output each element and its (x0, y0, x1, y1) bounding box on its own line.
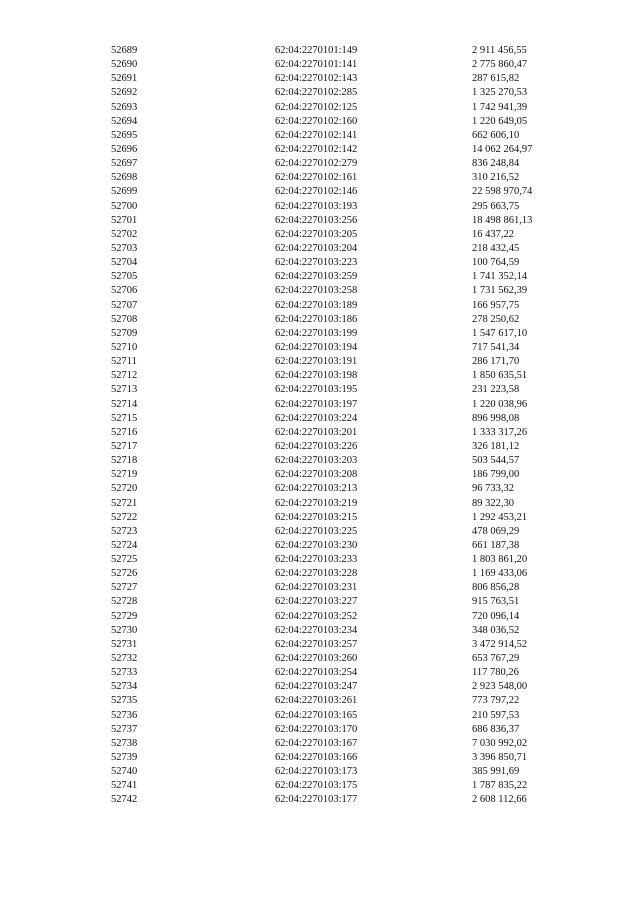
cadastral-number-cell: 62:04:2270102:161 (275, 172, 358, 184)
table-row (0, 723, 640, 737)
row-number-cell: 52721 (111, 497, 138, 509)
table-row (0, 256, 640, 270)
table-row (0, 511, 640, 525)
table-row (0, 694, 640, 708)
row-number-cell: 52713 (111, 384, 138, 396)
cadastral-number-cell: 62:04:2270103:167 (275, 737, 358, 749)
cadastral-number-cell: 62:04:2270102:146 (275, 186, 358, 198)
cadastral-number-cell: 62:04:2270103:193 (275, 200, 358, 212)
table-row (0, 341, 640, 355)
table-row (0, 553, 640, 567)
value-cell: 653 767,29 (472, 653, 520, 665)
cadastral-number-cell: 62:04:2270103:205 (275, 228, 358, 240)
cadastral-number-cell: 62:04:2270103:175 (275, 780, 358, 792)
row-number-cell: 52711 (111, 356, 137, 368)
value-cell: 295 663,75 (472, 200, 520, 212)
table-row (0, 779, 640, 793)
value-cell: 1 547 617,10 (472, 327, 528, 339)
value-cell: 186 799,00 (472, 469, 520, 481)
value-cell: 16 437,22 (472, 228, 514, 240)
table-row (0, 228, 640, 242)
value-cell: 2 608 112,66 (472, 794, 527, 806)
row-number-cell: 52728 (111, 596, 138, 608)
cadastral-number-cell: 62:04:2270103:170 (275, 723, 358, 735)
table-row (0, 737, 640, 751)
value-cell: 7 030 992,02 (472, 737, 528, 749)
value-cell: 662 606,10 (472, 129, 520, 141)
value-cell: 287 615,82 (472, 73, 520, 85)
table-row (0, 426, 640, 440)
cadastral-number-cell: 62:04:2270103:189 (275, 299, 358, 311)
cadastral-number-cell: 62:04:2270102:285 (275, 87, 358, 99)
value-cell: 1 731 562,39 (472, 285, 528, 297)
table-row (0, 270, 640, 284)
value-cell: 1 169 433,06 (472, 568, 528, 580)
cadastral-number-cell: 62:04:2270103:215 (275, 511, 358, 523)
value-cell: 117 780,26 (472, 667, 519, 679)
row-number-cell: 52725 (111, 554, 138, 566)
cadastral-number-cell: 62:04:2270103:252 (275, 610, 358, 622)
row-number-cell: 52708 (111, 313, 138, 325)
cadastral-number-cell: 62:04:2270103:260 (275, 653, 358, 665)
value-cell: 806 856,28 (472, 582, 520, 594)
row-number-cell: 52733 (111, 667, 138, 679)
table-row (0, 327, 640, 341)
value-cell: 2 923 548,00 (472, 681, 528, 693)
cadastral-number-cell: 62:04:2270103:186 (275, 313, 358, 325)
row-number-cell: 52695 (111, 129, 138, 141)
value-cell: 231 223,58 (472, 384, 520, 396)
cadastral-number-cell: 62:04:2270103:224 (275, 412, 358, 424)
row-number-cell: 52705 (111, 271, 138, 283)
row-number-cell: 52707 (111, 299, 138, 311)
value-cell: 22 598 970,74 (472, 186, 533, 198)
table-row (0, 666, 640, 680)
row-number-cell: 52692 (111, 87, 138, 99)
value-cell: 478 069,29 (472, 525, 520, 537)
cadastral-number-cell: 62:04:2270103:213 (275, 483, 358, 495)
cadastral-number-cell: 62:04:2270102:141 (275, 129, 358, 141)
value-cell: 915 763,51 (472, 596, 520, 608)
cadastral-number-cell: 62:04:2270103:198 (275, 370, 358, 382)
table-row (0, 567, 640, 581)
value-cell: 2 911 456,55 (472, 45, 527, 56)
cadastral-number-cell: 62:04:2270102:143 (275, 73, 358, 85)
row-number-cell: 52717 (111, 440, 138, 452)
cadastral-number-cell: 62:04:2270103:199 (275, 327, 358, 339)
table-row (0, 129, 640, 143)
value-cell: 1 803 861,20 (472, 554, 528, 566)
row-number-cell: 52718 (111, 455, 138, 467)
table-row (0, 284, 640, 298)
table-row (0, 539, 640, 553)
row-number-cell: 52724 (111, 539, 138, 551)
cadastral-number-cell: 62:04:2270103:259 (275, 271, 358, 283)
row-number-cell: 52742 (111, 794, 138, 806)
value-cell: 2 775 860,47 (472, 59, 528, 71)
cadastral-number-cell: 62:04:2270102:142 (275, 143, 358, 155)
cadastral-number-cell: 62:04:2270102:125 (275, 101, 358, 113)
table-row (0, 143, 640, 157)
row-number-cell: 52710 (111, 341, 138, 353)
row-number-cell: 52739 (111, 752, 138, 764)
row-number-cell: 52734 (111, 681, 138, 693)
row-number-cell: 52736 (111, 709, 138, 721)
cadastral-value-table (0, 44, 640, 808)
row-number-cell: 52715 (111, 412, 138, 424)
cadastral-number-cell: 62:04:2270103:223 (275, 257, 358, 269)
value-cell: 100 764,59 (472, 257, 520, 269)
cadastral-number-cell: 62:04:2270103:203 (275, 455, 358, 467)
row-number-cell: 52699 (111, 186, 138, 198)
row-number-cell: 52731 (111, 638, 138, 650)
value-cell: 286 171,70 (472, 356, 520, 368)
table-row (0, 765, 640, 779)
table-row (0, 185, 640, 199)
row-number-cell: 52720 (111, 483, 138, 495)
value-cell: 18 498 861,13 (472, 214, 533, 226)
value-cell: 773 797,22 (472, 695, 520, 707)
row-number-cell: 52703 (111, 242, 138, 254)
cadastral-number-cell: 62:04:2270103:261 (275, 695, 358, 707)
value-cell: 310 216,52 (472, 172, 520, 184)
row-number-cell: 52726 (111, 568, 138, 580)
cadastral-number-cell: 62:04:2270103:226 (275, 440, 358, 452)
cadastral-number-cell: 62:04:2270103:165 (275, 709, 358, 721)
row-number-cell: 52690 (111, 59, 138, 71)
row-number-cell: 52727 (111, 582, 138, 594)
cadastral-number-cell: 62:04:2270103:230 (275, 539, 358, 551)
cadastral-number-cell: 62:04:2270103:233 (275, 554, 358, 566)
table-row (0, 44, 640, 58)
row-number-cell: 52693 (111, 101, 138, 113)
table-row (0, 214, 640, 228)
cadastral-number-cell: 62:04:2270103:197 (275, 398, 358, 410)
table-row (0, 299, 640, 313)
table-row (0, 525, 640, 539)
cadastral-number-cell: 62:04:2270103:256 (275, 214, 358, 226)
value-cell: 326 181,12 (472, 440, 520, 452)
table-row (0, 468, 640, 482)
table-row (0, 624, 640, 638)
table-row (0, 638, 640, 652)
cadastral-number-cell: 62:04:2270101:149 (275, 45, 358, 56)
value-cell: 1 325 270,53 (472, 87, 528, 99)
cadastral-number-cell: 62:04:2270103:254 (275, 667, 358, 679)
table-row (0, 383, 640, 397)
row-number-cell: 52714 (111, 398, 138, 410)
table-row (0, 355, 640, 369)
cadastral-number-cell: 62:04:2270103:191 (275, 356, 358, 368)
row-number-cell: 52737 (111, 723, 138, 735)
table-row (0, 313, 640, 327)
value-cell: 1 850 635,51 (472, 370, 528, 382)
value-cell: 686 836,37 (472, 723, 520, 735)
cadastral-number-cell: 62:04:2270103:219 (275, 497, 358, 509)
cadastral-number-cell: 62:04:2270103:227 (275, 596, 358, 608)
value-cell: 218 432,45 (472, 242, 520, 254)
value-cell: 1 333 317,26 (472, 426, 528, 438)
row-number-cell: 52723 (111, 525, 138, 537)
cadastral-number-cell: 62:04:2270103:257 (275, 638, 358, 650)
table-row (0, 115, 640, 129)
value-cell: 896 998,08 (472, 412, 520, 424)
value-cell: 14 062 264,97 (472, 143, 533, 155)
value-cell: 278 250,62 (472, 313, 520, 325)
table-row (0, 454, 640, 468)
cadastral-number-cell: 62:04:2270103:234 (275, 624, 358, 636)
table-row (0, 497, 640, 511)
row-number-cell: 52719 (111, 469, 138, 481)
value-cell: 89 322,30 (472, 497, 514, 509)
row-number-cell: 52738 (111, 737, 138, 749)
cadastral-number-cell: 62:04:2270103:195 (275, 384, 358, 396)
cadastral-number-cell: 62:04:2270103:204 (275, 242, 358, 254)
table-row (0, 72, 640, 86)
cadastral-number-cell: 62:04:2270103:225 (275, 525, 358, 537)
table-row (0, 157, 640, 171)
value-cell: 166 957,75 (472, 299, 520, 311)
table-row (0, 595, 640, 609)
table-row (0, 482, 640, 496)
table-row (0, 242, 640, 256)
table-row (0, 709, 640, 723)
value-cell: 1 787 835,22 (472, 780, 528, 792)
value-cell: 720 096,14 (472, 610, 520, 622)
row-number-cell: 52701 (111, 214, 138, 226)
value-cell: 96 733,32 (472, 483, 514, 495)
row-number-cell: 52694 (111, 115, 138, 127)
row-number-cell: 52740 (111, 766, 138, 778)
table-row (0, 369, 640, 383)
row-number-cell: 52716 (111, 426, 138, 438)
value-cell: 503 544,57 (472, 455, 520, 467)
table-row (0, 171, 640, 185)
value-cell: 1 220 649,05 (472, 115, 528, 127)
value-cell: 1 742 941,39 (472, 101, 528, 113)
cadastral-number-cell: 62:04:2270103:231 (275, 582, 358, 594)
row-number-cell: 52691 (111, 73, 138, 85)
row-number-cell: 52735 (111, 695, 138, 707)
value-cell: 385 991,69 (472, 766, 520, 778)
cadastral-number-cell: 62:04:2270103:177 (275, 794, 358, 806)
value-cell: 348 036,52 (472, 624, 520, 636)
value-cell: 210 597,53 (472, 709, 520, 721)
table-row (0, 581, 640, 595)
table-row (0, 440, 640, 454)
cadastral-number-cell: 62:04:2270103:247 (275, 681, 358, 693)
row-number-cell: 52689 (111, 45, 138, 56)
table-row (0, 412, 640, 426)
cadastral-number-cell: 62:04:2270103:173 (275, 766, 358, 778)
value-cell: 717 541,34 (472, 341, 520, 353)
row-number-cell: 52722 (111, 511, 138, 523)
value-cell: 661 187,38 (472, 539, 520, 551)
table-row (0, 680, 640, 694)
row-number-cell: 52706 (111, 285, 138, 297)
table-row (0, 652, 640, 666)
row-number-cell: 52700 (111, 200, 138, 212)
row-number-cell: 52697 (111, 158, 138, 170)
value-cell: 1 220 038,96 (472, 398, 528, 410)
row-number-cell: 52712 (111, 370, 138, 382)
value-cell: 3 472 914,52 (472, 638, 528, 650)
cadastral-number-cell: 62:04:2270101:141 (275, 59, 358, 71)
row-number-cell: 52732 (111, 653, 138, 665)
row-number-cell: 52696 (111, 143, 138, 155)
table-row (0, 751, 640, 765)
cadastral-number-cell: 62:04:2270103:228 (275, 568, 358, 580)
row-number-cell: 52741 (111, 780, 138, 792)
table-row (0, 86, 640, 100)
row-number-cell: 52702 (111, 228, 138, 240)
value-cell: 1 292 453,21 (472, 511, 528, 523)
table-row (0, 101, 640, 115)
value-cell: 3 396 850,71 (472, 752, 528, 764)
cadastral-number-cell: 62:04:2270103:194 (275, 341, 358, 353)
row-number-cell: 52729 (111, 610, 138, 622)
cadastral-number-cell: 62:04:2270102:279 (275, 158, 358, 170)
table-row (0, 610, 640, 624)
cadastral-number-cell: 62:04:2270103:258 (275, 285, 358, 297)
value-cell: 1 741 352,14 (472, 271, 528, 283)
cadastral-number-cell: 62:04:2270103:201 (275, 426, 358, 438)
row-number-cell: 52698 (111, 172, 138, 184)
table-row (0, 58, 640, 72)
table-row (0, 793, 640, 807)
row-number-cell: 52709 (111, 327, 138, 339)
table-row (0, 398, 640, 412)
row-number-cell: 52730 (111, 624, 138, 636)
cadastral-number-cell: 62:04:2270102:160 (275, 115, 358, 127)
cadastral-number-cell: 62:04:2270103:166 (275, 752, 358, 764)
row-number-cell: 52704 (111, 257, 138, 269)
value-cell: 836 248,84 (472, 158, 520, 170)
table-row (0, 200, 640, 214)
cadastral-number-cell: 62:04:2270103:208 (275, 469, 358, 481)
